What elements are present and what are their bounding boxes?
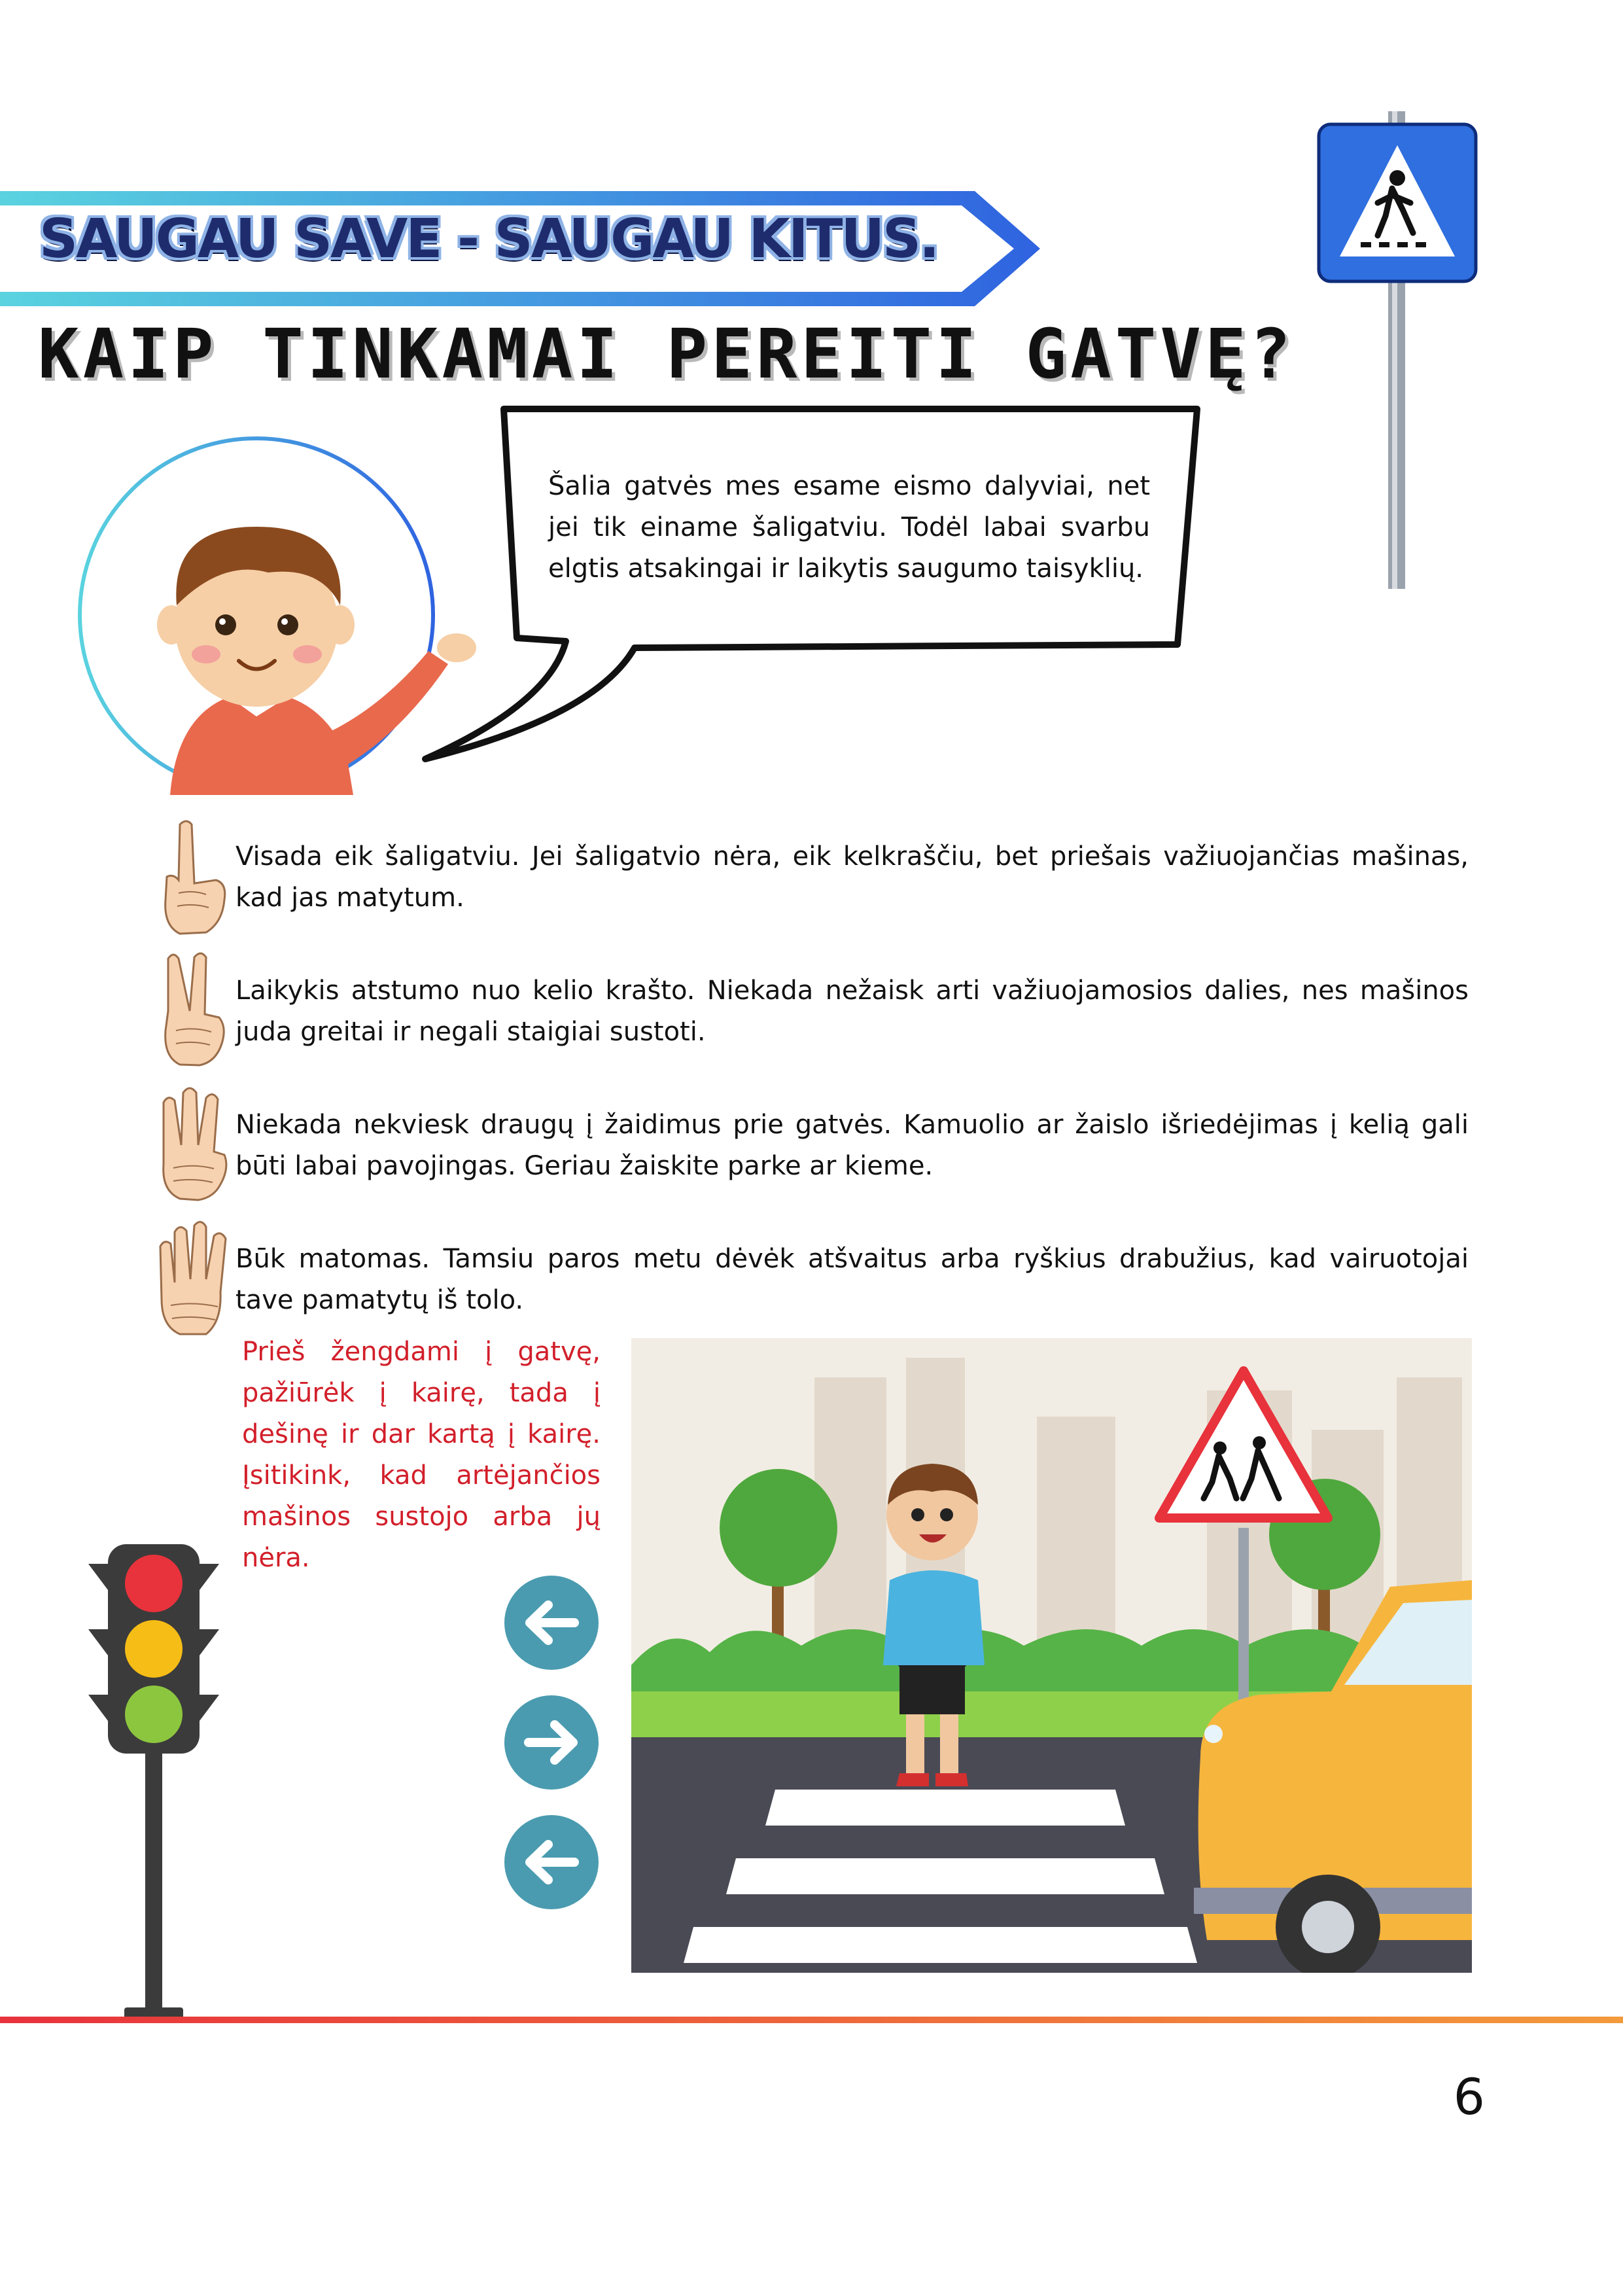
arrow-right-icon: [502, 1693, 601, 1792]
two-finger-hand-icon: [154, 945, 232, 1070]
four-finger-hand-icon: [154, 1214, 232, 1338]
banner-title: SAUGAU SAVE - SAUGAU KITUS.: [39, 208, 938, 270]
bottom-divider: [0, 2017, 1623, 2023]
three-finger-hand-icon: [154, 1080, 232, 1204]
page-title: KAIP TINKAMAI PEREITI GATVĘ?: [38, 314, 1295, 394]
crossing-tip-text: Prieš žengdami į gatvę, pažiūrėk į kairę, tada į dešinę ir dar kartą į kairę. Įsitikink, kad artėjančios mašinos sustojo arba jų nėra.: [242, 1337, 601, 1573]
rule-1-text: Visada eik šaligatviu. Jei šaligatvio nėra, eik kelkraščiu, bet priešais važiuojančias mašinas, kad jas matytum.: [236, 841, 1469, 913]
rule-3-text: Niekada nekviesk draugų į žaidimus prie gatvės. Kamuolio ar žaislo išriedėjimas į kelią gali būti labai pavojingas. Geriau žaiskite parke ar kieme.: [236, 1110, 1469, 1181]
pedestrian-crossing-sign-icon: [1315, 105, 1485, 589]
street-crossing-illustration: [631, 1338, 1472, 1973]
one-finger-hand-icon: [154, 815, 232, 939]
speech-bubble-text: Šalia gatvės mes esame eismo dalyviai, net jei tik einame šaligatviu. Todėl labai svarbu elgtis atsakingai ir laikytis saugumo taisyklių.: [548, 471, 1150, 584]
arrow-left-icon: [502, 1813, 601, 1911]
rule-2-text: Laikykis atstumo nuo kelio krašto. Niekada nežaisk arti važiuojamosios dalies, nes mašinos juda greitai ir negali staigiai sustoti.: [236, 976, 1469, 1047]
page-number: 6: [1453, 2068, 1485, 2126]
traffic-light-icon: [85, 1544, 222, 2025]
arrow-left-icon: [502, 1574, 601, 1672]
rule-4-text: Būk matomas. Tamsiu paros metu dėvėk atšvaitus arba ryškius drabužius, kad vairuotojai tave pamatytų iš tolo.: [236, 1244, 1469, 1315]
boy-illustration: [72, 429, 478, 795]
